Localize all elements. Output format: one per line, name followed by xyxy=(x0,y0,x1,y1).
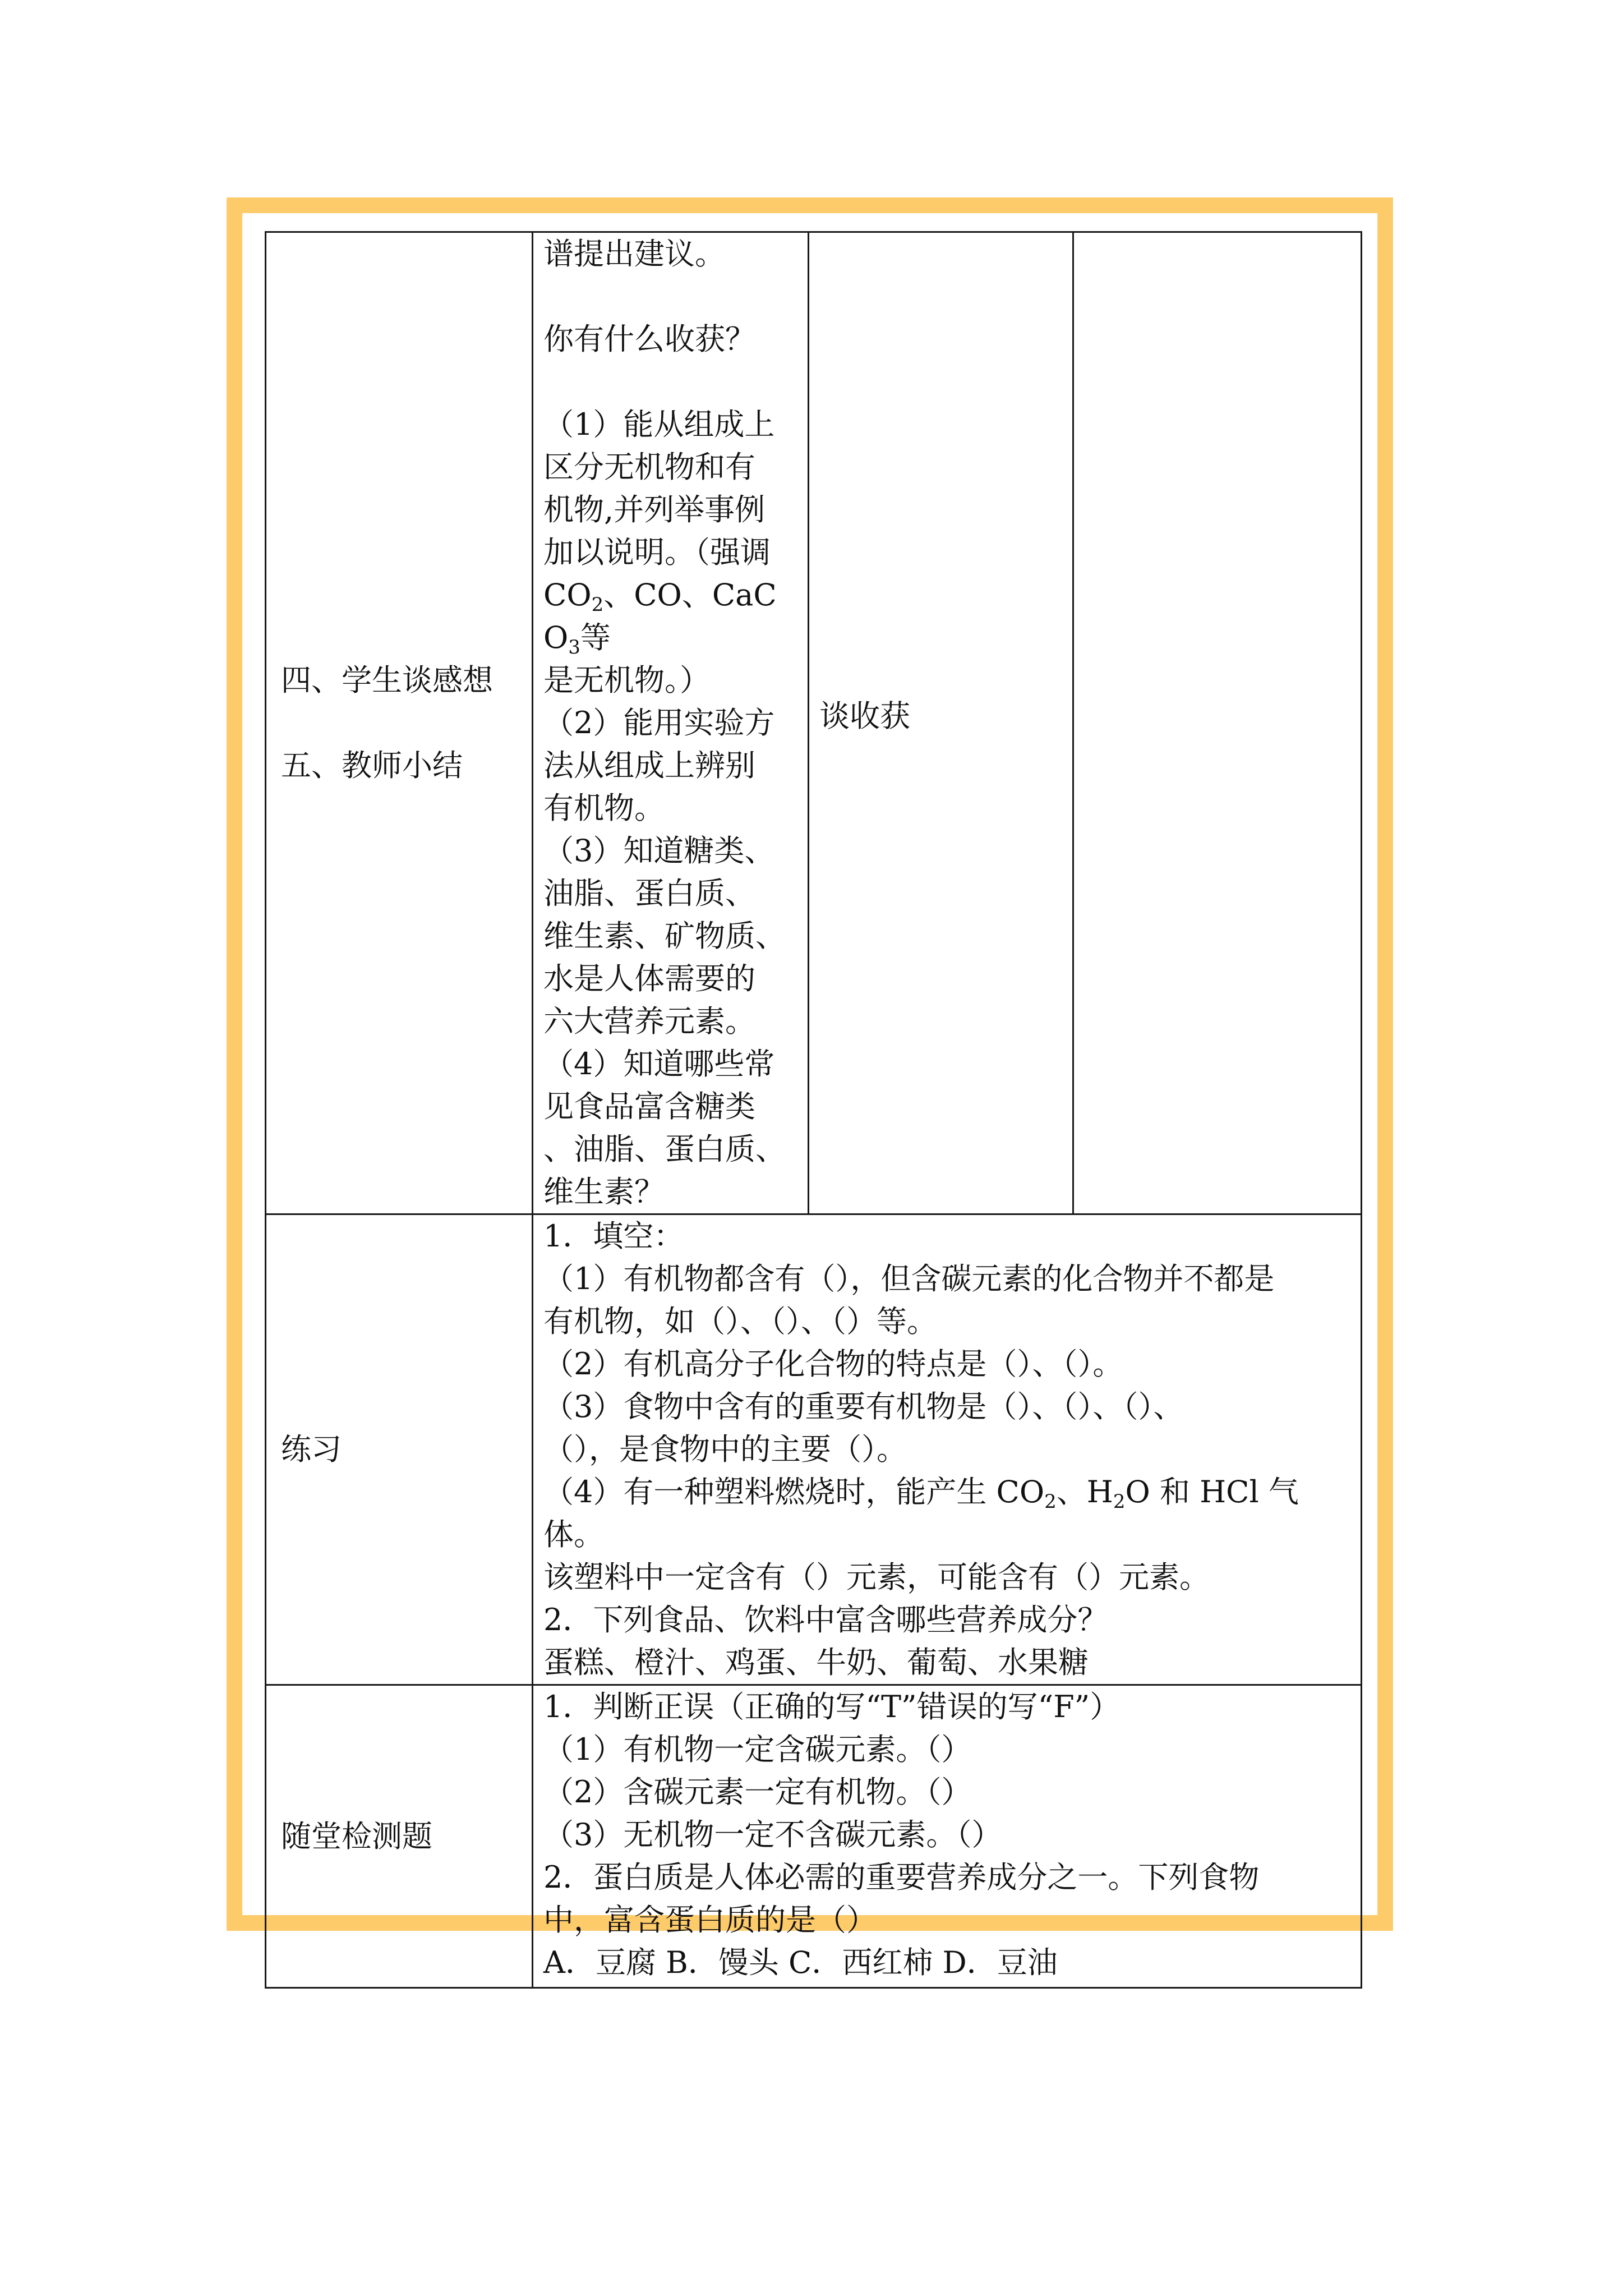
content-line: 见食品富含糖类 xyxy=(543,1089,755,1124)
quiz-line: （1）有机物一定含碳元素。（） xyxy=(543,1732,972,1767)
formula-line: $CO_2$、CO、CaCO$_3$等 xyxy=(543,577,777,659)
exercise-line: 2．下列食品、饮料中富含哪些营养成分？ xyxy=(543,1602,1108,1637)
quiz-line: 2．蛋白质是人体必需的重要营养成分之一。下列食物 xyxy=(543,1860,1260,1895)
quiz-content-cell xyxy=(533,1685,1362,1988)
formula-line: （4）有一种塑料燃烧时，能产生 $CO_2$、$H_2O$ 和 HCl 气体。 xyxy=(543,1474,1299,1552)
exercise-line: （3）食物中含有的重要有机物是（）、（）、（）、 xyxy=(543,1389,1184,1424)
content-line: 有机物。 xyxy=(543,790,665,826)
table-row-quiz xyxy=(266,1685,1362,1988)
content-line: 谱提出建议。 xyxy=(543,236,725,272)
student-activity-cell xyxy=(809,232,1073,1214)
practice-content-cell xyxy=(533,1214,1362,1685)
exercise-line: 有机物，如（）、（）、（）等。 xyxy=(543,1304,937,1339)
notes-cell xyxy=(1073,232,1362,1214)
stage-label-5: 五、教师小结 xyxy=(281,748,463,783)
content-line: 、油脂、蛋白质、 xyxy=(543,1131,786,1167)
lesson-plan-table xyxy=(265,231,1362,1989)
quiz-label: 随堂检测题 xyxy=(281,1818,432,1854)
stage-cell xyxy=(266,1214,533,1685)
content-line: （2）能用实验方 xyxy=(543,705,775,740)
student-activity-text: 谈收获 xyxy=(819,698,910,734)
stage-cell xyxy=(266,1685,533,1988)
table-row-practice xyxy=(266,1214,1362,1685)
exercise-line: （），是食物中的主要（）。 xyxy=(543,1432,907,1467)
content-line: （3）知道糖类、 xyxy=(543,833,775,868)
quiz-line: 1．判断正误（正确的写“T”错误的写“F”） xyxy=(543,1689,1121,1724)
content-line: 机物,并列举事例 xyxy=(543,492,766,527)
exercise-line: 蛋糕、橙汁、鸡蛋、牛奶、葡萄、水果糖 xyxy=(543,1645,1089,1680)
content-line: 区分无机物和有 xyxy=(543,449,755,485)
exercise-line: （2）有机高分子化合物的特点是（）、（）。 xyxy=(543,1346,1123,1382)
content-line: 法从组成上辨别 xyxy=(543,748,755,783)
exercise-line: 1．填空： xyxy=(543,1218,684,1254)
exercise-line: （1）有机物都含有（），但含碳元素的化合物并不都是 xyxy=(543,1261,1275,1296)
stage-cell xyxy=(266,232,533,1214)
practice-label: 练习 xyxy=(281,1432,342,1467)
quiz-line: A．豆腐 B．馒头 C．西红柿 D．豆油 xyxy=(543,1945,1058,1980)
content-line: 维生素、矿物质、 xyxy=(543,918,786,954)
content-line: （1）能从组成上 xyxy=(543,407,775,442)
content-line: 油脂、蛋白质、 xyxy=(543,876,755,911)
quiz-line: 中，富含蛋白质的是（） xyxy=(543,1902,877,1938)
content-line: 水是人体需要的 xyxy=(543,961,755,996)
content-line: 维生素？ xyxy=(543,1174,665,1209)
content-line: （4）知道哪些常 xyxy=(543,1046,775,1082)
quiz-line: （2）含碳元素一定有机物。（） xyxy=(543,1774,972,1810)
teacher-content-cell xyxy=(533,232,809,1214)
quiz-line: （3）无机物一定不含碳元素。（） xyxy=(543,1817,1002,1852)
content-line: 加以说明。（强调 xyxy=(543,535,771,570)
content-line: 是无机物。） xyxy=(543,662,710,698)
exercise-line: 该塑料中一定含有（）元素，可能含有（）元素。 xyxy=(543,1559,1210,1595)
question-line: 你有什么收获？ xyxy=(543,321,755,357)
table-row-reflection xyxy=(266,232,1362,1214)
content-line: 六大营养元素。 xyxy=(543,1004,755,1039)
stage-label-4: 四、学生谈感想 xyxy=(281,662,493,698)
